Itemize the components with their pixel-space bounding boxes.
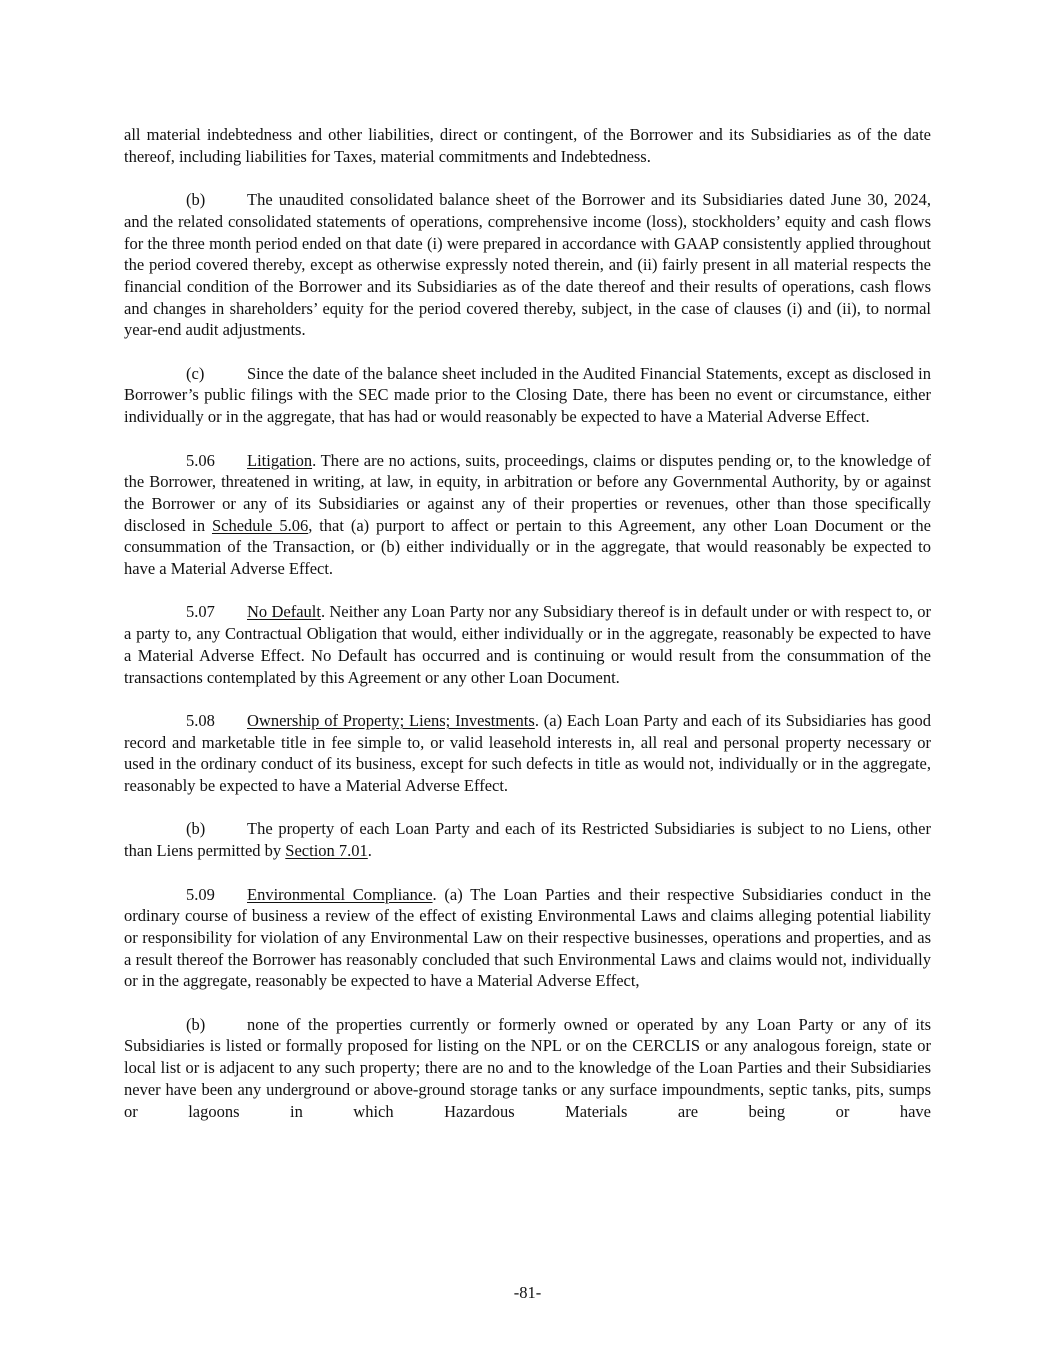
clause-number: (b): [186, 190, 206, 210]
section-reference: Section 7.01: [285, 841, 368, 861]
section-heading: Litigation: [247, 450, 313, 470]
section-number: 5.06: [186, 450, 215, 470]
paragraph-text: none of the properties currently or formerly owned or operated by any Loan Party or any of its Subsidiaries is listed or formally proposed for listing on the NPL or on the CERCLIS or any analogous foreign, state or local list or is adjacent to any such property; there are no and to the knowledge of the Loan Parties and their Subsidiaries never have been any underground or above-ground storage tanks or any surface impoundments, septic tanks, pits, sumps or lagoons in which Hazardous Materials are being or have: [124, 1014, 931, 1121]
schedule-reference: Schedule 5.06: [211, 515, 309, 535]
section-heading: No Default: [247, 602, 321, 622]
paragraph-text: . There are no actions, suits, proceedings, claims or disputes pending or, to the knowledge of the Borrower, threatened in writing, at law, in equity, in arbitration or before any Governmental Authority, by or against the Borrower or any of its Subsidiaries or against any of their properties or revenues, other than those specifically disclosed in: [124, 450, 931, 535]
paragraph-continuation: [124, 124, 931, 167]
paragraph-5-05-b: [124, 189, 931, 341]
section-heading: Ownership of Property; Liens; Investments: [247, 710, 535, 730]
paragraph-text: The unaudited consolidated balance sheet of the Borrower and its Subsidiaries dated June 30, 2024, and the related consolidated statements of operations, comprehensive income (loss), stockholders’ equity and cash flows for the three month period ended on that date (i) were prepared in accordance with GAAP consistently applied throughout the period covered thereby, except as otherwise expressly noted therein, and (ii) fairly present in all material respects the financial condition of the Borrower and its Subsidiaries as of the date thereof and their results of operations, cash flows and changes in shareholders’ equity for the period covered thereby, subject, in the case of clauses (i) and (ii), to normal year-end audit adjustments.: [124, 190, 931, 340]
clause-number: (b): [186, 1014, 206, 1034]
section-number: 5.09: [186, 884, 215, 904]
paragraph-text: . (a) Each Loan Party and each of its Subsidiaries has good record and marketable title in fee simple to, or valid leasehold interests in, all real and personal property necessary or used in the ordinary conduct of its business, except for such defects in title as would not, individually or in the aggregate, reasonably be expected to have a Material Adverse Effect.: [124, 710, 931, 796]
paragraph-text: . Neither any Loan Party nor any Subsidiary thereof is in default under or with respect to, or a party to, any Contractual Obligation that would, either individually or in the aggregate, reasonably be expected to have a Material Adverse Effect. No Default has occurred and is continuing or would result from the consummation of the transactions contemplated by this Agreement or any other Loan Document.: [124, 602, 931, 687]
paragraph-text: The property of each Loan Party and each of its Restricted Subsidiaries is subject to no Liens, other than Liens permitted by: [124, 819, 931, 861]
paragraph-5-08-b: [124, 818, 931, 861]
section-5-08-ownership: [124, 710, 931, 797]
section-number: 5.08: [186, 710, 215, 730]
paragraph-text: all material indebtedness and other liabilities, direct or contingent, of the Borrower and its Subsidiaries as of the date thereof, including liabilities for Taxes, material commitments and Indebtedness.: [124, 125, 931, 166]
paragraph-text: .: [367, 841, 372, 861]
clause-number: (b): [186, 819, 206, 839]
paragraph-text: , that (a) purport to affect or pertain to this Agreement, any other Loan Document or the consummation of the Transaction, or (b) either individually or in the aggregate, that would reasonably be expected to have a Material Adverse Effect.: [124, 515, 931, 579]
paragraph-5-09-b: [124, 1014, 931, 1123]
paragraph-text: Since the date of the balance sheet included in the Audited Financial Statements, except as disclosed in Borrower’s public filings with the SEC made prior to the Closing Date, there has been no event or circumstance, either individually or in the aggregate, that has had or would reasonably be expected to have a Material Adverse Effect.: [124, 363, 931, 427]
page-number: -81-: [513, 1283, 542, 1302]
section-5-06-litigation: [124, 450, 931, 580]
section-5-09-environmental: [124, 884, 931, 993]
paragraph-text: . (a) The Loan Parties and their respective Subsidiaries conduct in the ordinary course of business a review of the effect of existing Environmental Laws and claims alleging potential liability or responsibility for violation of any Environmental Law on their respective businesses, operations and properties, and as a result thereof the Borrower has reasonably concluded that such Environmental Laws and claims would not, individually or in the aggregate, reasonably be expected to have a Material Adverse Effect,: [124, 884, 931, 991]
clause-number: (c): [186, 363, 205, 383]
section-heading: Environmental Compliance: [247, 884, 433, 904]
paragraph-5-05-c: [124, 363, 931, 428]
section-number: 5.07: [186, 602, 215, 622]
section-5-07-no-default: [124, 601, 931, 688]
document-page: [124, 124, 931, 1144]
